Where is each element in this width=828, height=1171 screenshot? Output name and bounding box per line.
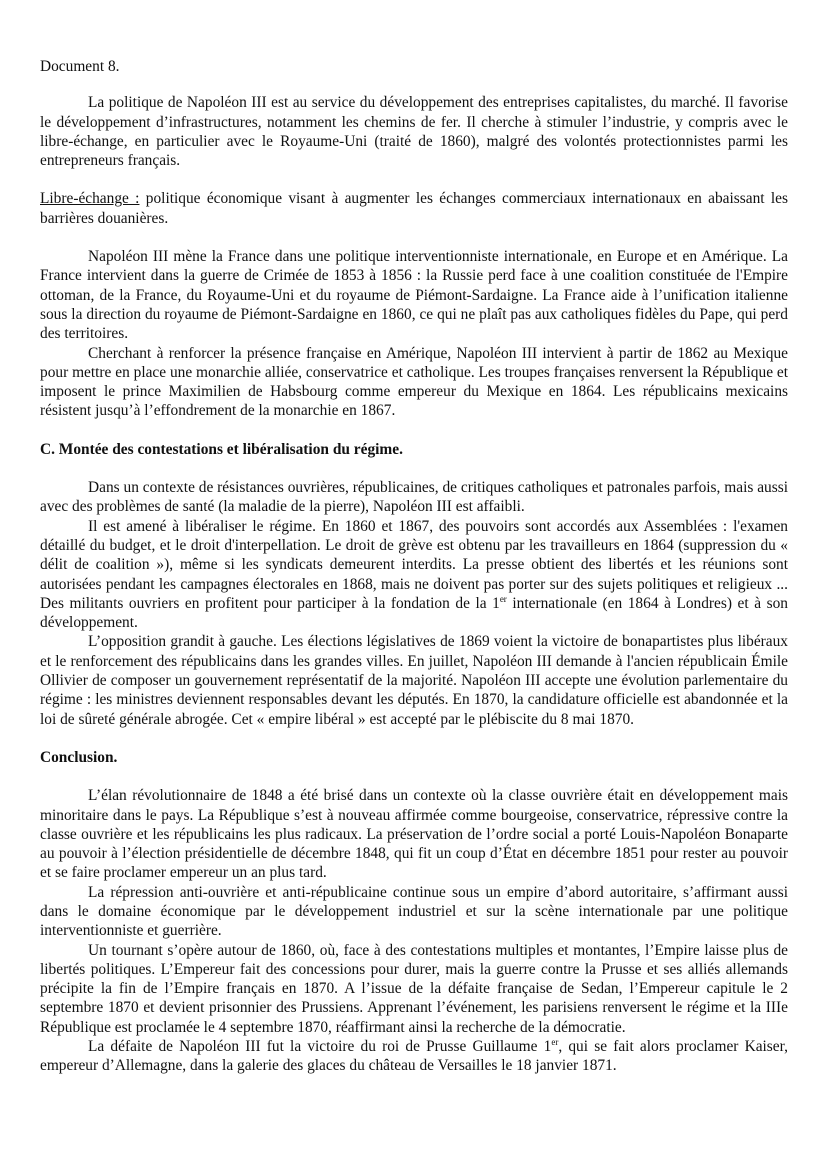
definition-term: Libre-échange : [40, 190, 140, 208]
liberalisation-text-end: internationale (en 1864 à Londres) et à son développement. [40, 594, 788, 632]
paragraph-napoleon-economy: La politique de Napoléon III est au service du développement des entreprises capitalistes, du marché. Il favorise le développement d’infrastructures, notamment les chemins de fer. Il cherche à stimuler l’industrie, y compris avec le libre-échange, en particulier avec le Royaume-Uni (traité de 1860), malgré des volontés protectionnistes parmi les entrepreneurs français. [40, 94, 788, 170]
paragraph-mexico: Cherchant à renforcer la présence française en Amérique, Napoléon III intervient à partir de 1862 au Mexique pour mettre en place une monarchie alliée, conservatrice et catholique. Les troupes françaises renversent la République et imposent le prince Maximilien de Habsbourg comme empereur du Mexique en 1864. Les républicains mexicains résistent jusqu’à l’effondrement de la monarchie en 1867. [40, 344, 788, 420]
conclusion-paragraph-2: La répression anti-ouvrière et anti-républicaine continue sous un empire d’abord autoritaire, s’affirmant aussi dans le domaine économique par le développement industriel et sur la scène internationale par une politique interventionniste et guerrière. [40, 883, 788, 940]
document-label: Document 8. [40, 58, 120, 75]
conclusion-paragraph-3: Un tournant s’opère autour de 1860, où, face à des contestations multiples et montantes, l’Empire laisse plus de libertés politiques. L’Empereur fait des concessions pour durer, mais la guerre contre la Prusse et ses alliés allemands précipite la fin de l’Empire français en 1870. A l’issue de la défaite française de Sedan, l’Empereur capitule le 2 septembre 1870 et devient prisonnier des Prussiens. Apprenant l’événement, les parisiens renversent le régime et la IIIe République est proclamée le 4 septembre 1870, réaffirmant ainsi la recherche de la démocratie. [40, 941, 788, 1036]
paragraph-contestations: Dans un contexte de résistances ouvrières, républicaines, de critiques catholiques et patronales parfois, mais aussi avec des problèmes de santé (la maladie de la pierre), Napoléon III est affaibli. [40, 479, 788, 516]
conclusion-heading: Conclusion. [40, 748, 118, 766]
conclusion-4-text-end: , qui se fait alors proclamer Kaiser, empereur d’Allemagne, dans la galerie des glaces du château de Versailles le 18 janvier 1871. [40, 1038, 788, 1075]
paragraph-liberalisation [40, 517, 788, 633]
liberalisation-text: Il est amené à libéraliser le régime. En 1860 et 1867, des pouvoirs sont accordés aux Assemblées : l'examen détaillé du budget, et le droit d'interpellation. Le droit de grève est obtenu par les travailleurs en 1864 (suppression du « délit de coalition »), même si les syndicats demeurent interdits. La presse obtient des libertés et les réunions sont autorisées pendant les campagnes électorales en 1868, mais ne doivent pas porter sur des sujets politiques et religieux ... Des militants ouvriers en profitent pour participer à la fondation de la 1 [40, 517, 788, 612]
paragraph-interventionism: Napoléon III mène la France dans une politique interventionniste internationale, en Europe et en Amérique. La France intervient dans la guerre de Crimée de 1853 à 1856 : la Russie perd face à une coalition constituée de l'Empire ottoman, de la France, du Royaume-Uni et du royaume de Piémont-Sardaigne. La France aide à l’unification italienne sous la direction du royaume de Piémont-Sardaigne en 1860, ce qui ne plaît pas aux catholiques fidèles du Pape, qui perd des territoires. [40, 248, 788, 343]
conclusion-paragraph-4 [40, 1037, 788, 1076]
section-c-heading: C. Montée des contestations et libéralisation du régime. [40, 440, 403, 458]
definition-text: politique économique visant à augmenter les échanges commerciaux internationaux en abaissant les barrières douanières. [40, 190, 788, 227]
conclusion-paragraph-1: L’élan révolutionnaire de 1848 a été brisé dans un contexte où la classe ouvrière était en développement mais minoritaire dans le pays. La République s’est à nouveau affirmée comme bourgeoise, conservatrice, répressive contre la classe ouvrière et les républicains les plus radicaux. La préservation de l’ordre social a porté Louis-Napoléon Bonaparte au pouvoir à l’élection présidentielle de décembre 1848, qui fit un coup d’État en décembre 1851 pour rester au pouvoir et se faire proclamer empereur un an plus tard. [40, 787, 788, 882]
ordinal-superscript: er [551, 1037, 559, 1048]
definition-libre-echange [40, 189, 788, 228]
ordinal-superscript: er [499, 593, 507, 604]
conclusion-4-text: La défaite de Napoléon III fut la victoire du roi de Prusse Guillaume 1 [88, 1038, 552, 1056]
paragraph-opposition: L’opposition grandit à gauche. Les élections législatives de 1869 voient la victoire de bonapartistes plus libéraux et le renforcement des républicains dans les grandes villes. En juillet, Napoléon III demande à l'ancien républicain Émile Ollivier de composer un gouvernement représentatif de la majorité. Napoléon III accepte une évolution parlementaire du régime : les ministres deviennent responsables devant les députés. En 1870, la candidature officielle est abandonnée et la loi de sûreté générale abrogée. Cet « empire libéral » est accepté par le plébiscite du 8 mai 1870. [40, 633, 788, 728]
